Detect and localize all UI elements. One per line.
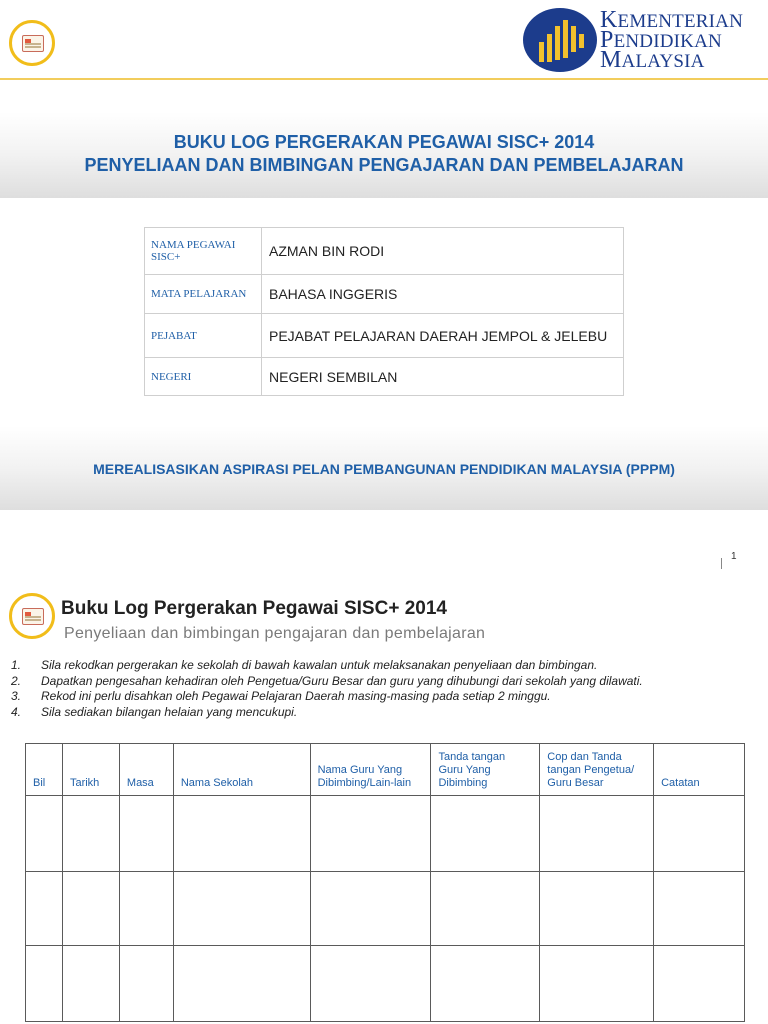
table-cell[interactable]: [540, 872, 654, 946]
table-cell[interactable]: [26, 946, 63, 1022]
instruction-number: 2.: [11, 673, 22, 688]
movement-log-table: [25, 743, 745, 1022]
instruction-text: Dapatkan pengesahan kehadiran oleh Pengetua/Guru Besar dan guru yang dihubungi dari sekolah yang dilawati.: [41, 673, 643, 688]
column-header-cop-pengetua: Cop dan Tanda tangan Pengetua/ Guru Besar: [540, 744, 654, 796]
table-cell[interactable]: [173, 796, 310, 872]
instruction-item: [11, 674, 643, 690]
table-cell[interactable]: [654, 872, 745, 946]
instruction-item: [11, 705, 643, 721]
table-row: [26, 946, 745, 1022]
table-cell[interactable]: [62, 946, 119, 1022]
instruction-text: Sila rekodkan pergerakan ke sekolah di bawah kawalan untuk melaksanakan penyeliaan dan bimbingan.: [41, 658, 598, 672]
table-cell[interactable]: [310, 946, 431, 1022]
ministry-emblem-bars-icon: [537, 16, 585, 66]
table-cell[interactable]: [173, 872, 310, 946]
table-cell[interactable]: [119, 946, 173, 1022]
info-row: [145, 358, 624, 396]
header-divider: [0, 78, 768, 80]
column-header-tarikh: Tarikh: [62, 744, 119, 796]
table-cell[interactable]: [310, 796, 431, 872]
info-row: [145, 228, 624, 275]
instruction-item: [11, 689, 643, 705]
instruction-number: 3.: [11, 689, 22, 703]
instruction-number: 4.: [11, 704, 22, 719]
table-row: [26, 796, 745, 872]
tagline: MEREALISASIKAN ASPIRASI PELAN PEMBANGUNAN PENDIDIKAN MALAYSIA (PPPM): [93, 461, 675, 477]
logbook-subtitle: Penyeliaan dan bimbingan pengajaran dan pembelajaran: [64, 625, 486, 642]
instruction-text: Sila sediakan bilangan helaian yang mencukupi.: [41, 704, 298, 719]
info-row: [145, 314, 624, 358]
table-cell[interactable]: [540, 946, 654, 1022]
table-cell[interactable]: [540, 796, 654, 872]
table-cell[interactable]: [62, 872, 119, 946]
info-label: NAMA PEGAWAI SISC+: [145, 228, 262, 275]
instruction-list: [11, 658, 643, 720]
tagline-banner: [0, 426, 768, 510]
table-cell[interactable]: [654, 946, 745, 1022]
cover-subtitle: PENYELIAAN DAN BIMBINGAN PENGAJARAN DAN PEMBELAJARAN: [84, 155, 684, 175]
instruction-item: [11, 658, 643, 674]
logbook-icon: [9, 20, 55, 66]
table-cell[interactable]: [62, 796, 119, 872]
instruction-number: 1.: [11, 658, 22, 672]
info-value: PEJABAT PELAJARAN DAERAH JEMPOL & JELEBU: [262, 314, 624, 358]
info-label: PEJABAT: [145, 314, 262, 358]
logbook-title: Buku Log Pergerakan Pegawai SISC+ 2014: [61, 598, 447, 619]
officer-info-table: [144, 227, 624, 396]
column-header-catatan: Catatan: [654, 744, 745, 796]
ministry-emblem-icon: [523, 8, 597, 72]
table-cell[interactable]: [431, 946, 540, 1022]
table-row: [26, 872, 745, 946]
info-label: NEGERI: [145, 358, 262, 396]
table-cell[interactable]: [654, 796, 745, 872]
table-cell[interactable]: [26, 872, 63, 946]
table-cell[interactable]: [431, 796, 540, 872]
ministry-name-line1: KEMENTERIAN: [600, 7, 744, 33]
info-value: AZMAN BIN RODI: [262, 228, 624, 275]
column-header-nama-sekolah: Nama Sekolah: [173, 744, 310, 796]
logbook-slide: [0, 538, 768, 1024]
cover-title: BUKU LOG PERGERAKAN PEGAWAI SISC+ 2014: [173, 132, 595, 152]
table-cell[interactable]: [431, 872, 540, 946]
column-header-nama-guru: Nama Guru Yang Dibimbing/Lain-lain: [310, 744, 431, 796]
info-row: [145, 275, 624, 314]
table-header-row: [26, 744, 745, 796]
page-number: 1: [731, 551, 737, 562]
table-cell[interactable]: [119, 796, 173, 872]
ministry-name-line3: MALAYSIA: [600, 47, 705, 73]
table-cell[interactable]: [173, 946, 310, 1022]
column-header-masa: Masa: [119, 744, 173, 796]
column-header-bil: Bil: [26, 744, 63, 796]
info-value: NEGERI SEMBILAN: [262, 358, 624, 396]
table-cell[interactable]: [119, 872, 173, 946]
column-header-tanda-tangan-guru: Tanda tangan Guru Yang Dibimbing: [431, 744, 540, 796]
page-separator: [721, 558, 722, 569]
instruction-text: Rekod ini perlu disahkan oleh Pegawai Pelajaran Daerah masing-masing pada setiap 2 minggu.: [41, 689, 551, 703]
title-banner: [0, 112, 768, 198]
logbook-icon: [9, 593, 55, 639]
info-label: MATA PELAJARAN: [145, 275, 262, 314]
ministry-name-line2: PENDIDIKAN: [600, 27, 722, 53]
ministry-wordmark: [600, 7, 744, 73]
table-cell[interactable]: [26, 796, 63, 872]
info-value: BAHASA INGGERIS: [262, 275, 624, 314]
table-cell[interactable]: [310, 872, 431, 946]
